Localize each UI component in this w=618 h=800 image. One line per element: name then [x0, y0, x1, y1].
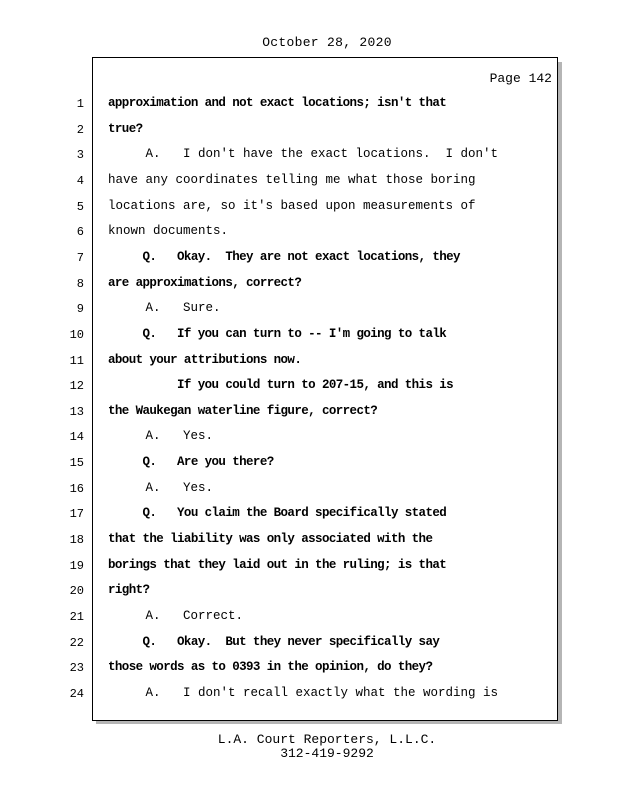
transcript-line: [0, 222, 618, 242]
line-text: A. Correct.: [108, 609, 244, 623]
transcript-line: [0, 171, 618, 191]
line-text: Q. You claim the Board specifically stated: [108, 506, 447, 521]
transcript-date: October 28, 2020: [262, 35, 392, 50]
transcript-line: [0, 402, 618, 422]
line-number: 14: [69, 430, 84, 445]
line-text: A. Sure.: [108, 301, 221, 316]
line-text: Q. If you can turn to -- I'm going to talk: [108, 326, 447, 341]
transcript-line: [0, 607, 618, 627]
footer-company: L.A. Court Reporters, L.L.C.: [217, 732, 437, 747]
transcript-line: [0, 658, 618, 678]
line-number: 15: [69, 456, 84, 471]
line-number: 5: [76, 199, 84, 214]
line-number: 16: [69, 481, 84, 496]
line-number: 19: [69, 558, 84, 573]
line-text: about your attributions now.: [108, 352, 302, 367]
transcript-line: [0, 504, 618, 524]
line-number: 13: [69, 404, 84, 419]
line-number: 1: [76, 97, 84, 111]
line-text: have any coordinates telling me what those boring: [108, 172, 476, 187]
transcript-line: [0, 274, 618, 294]
transcript-line: [0, 248, 618, 268]
line-text: true?: [108, 121, 143, 136]
line-number: 8: [76, 276, 84, 291]
footer-phone: 312-419-9292: [280, 746, 374, 761]
line-text: Q. Are you there?: [108, 455, 274, 470]
line-number: 6: [76, 225, 84, 240]
transcript-line: [0, 94, 618, 114]
transcript-line: [0, 197, 618, 217]
transcript-line: [0, 530, 618, 550]
line-number: 7: [76, 250, 84, 265]
line-number: 2: [76, 122, 84, 137]
transcript-line: [0, 299, 618, 319]
line-number: 17: [69, 507, 84, 522]
line-number: 11: [69, 353, 84, 368]
line-text: are approximations, correct?: [108, 275, 302, 290]
line-text: If you could turn to 207-15, and this is: [108, 378, 454, 393]
line-number: 18: [69, 533, 84, 548]
line-text: the Waukegan waterline figure, correct?: [108, 403, 378, 418]
transcript-line: [0, 145, 618, 165]
line-text: Q. Okay. They are not exact locations, they: [108, 249, 460, 264]
transcript-line: [0, 633, 618, 653]
transcript-line: [0, 120, 618, 140]
line-text: known documents.: [108, 224, 229, 239]
page-number: Page 142: [489, 71, 552, 86]
line-number: 21: [69, 610, 84, 624]
line-number: 12: [69, 379, 84, 394]
line-number: 4: [76, 173, 84, 188]
transcript-line: [0, 325, 618, 345]
line-number: 10: [69, 327, 84, 342]
line-number: 20: [69, 584, 84, 599]
line-text: A. Yes.: [108, 429, 214, 444]
line-text: that the liability was only associated with the: [108, 532, 433, 547]
line-text: approximation and not exact locations; isn't that: [108, 96, 447, 110]
transcript-line: [0, 556, 618, 576]
transcript-line: [0, 453, 618, 473]
transcript-line: [0, 376, 618, 396]
line-text: locations are, so it's based upon measurements of: [108, 198, 476, 213]
line-number: 3: [76, 148, 84, 163]
line-text: borings that they laid out in the ruling; is that: [108, 557, 447, 572]
line-text: A. I don't have the exact locations. I don't: [108, 147, 499, 162]
transcript-line: [0, 427, 618, 447]
line-number: 9: [76, 302, 84, 317]
transcript-line: [0, 479, 618, 499]
transcript-line: [0, 684, 618, 704]
line-text: right?: [108, 583, 150, 598]
line-text: those words as to 0393 in the opinion, do they?: [108, 660, 433, 675]
line-text: A. I don't recall exactly what the wording is: [108, 685, 499, 700]
transcript-line: [0, 351, 618, 371]
line-text: A. Yes.: [108, 480, 214, 495]
transcript-line: [0, 581, 618, 601]
line-number: 22: [69, 635, 84, 650]
line-text: Q. Okay. But they never specifically say: [108, 634, 440, 649]
line-number: 23: [69, 661, 84, 676]
line-number: 24: [69, 686, 84, 701]
